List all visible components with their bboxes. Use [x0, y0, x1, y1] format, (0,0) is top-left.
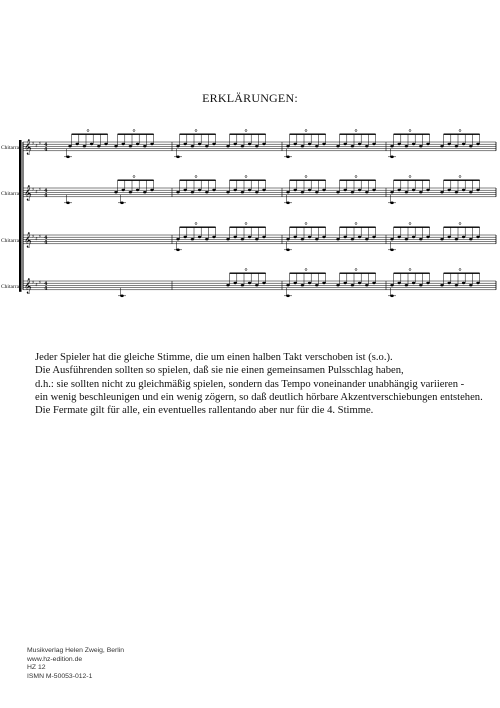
note-beam	[118, 180, 154, 181]
note-head	[462, 236, 465, 238]
note-head	[419, 191, 422, 193]
note-head	[248, 282, 251, 284]
note-head	[262, 236, 265, 238]
harmonic-mark-icon	[355, 130, 357, 132]
note-head	[322, 189, 325, 191]
note-beam	[444, 273, 480, 274]
note-head	[286, 284, 289, 286]
harmonic-mark-icon	[133, 176, 135, 178]
note-head	[308, 236, 311, 238]
explanation-text	[35, 351, 485, 417]
note-head	[241, 191, 244, 193]
note-head	[255, 191, 258, 193]
time-signature: 4	[44, 142, 48, 149]
note-head	[315, 191, 318, 193]
note-head	[129, 145, 132, 147]
note-head	[322, 282, 325, 284]
harmonic-mark-icon	[355, 269, 357, 271]
harmonic-mark-icon	[305, 176, 307, 178]
note-beam	[340, 227, 376, 228]
note-beam	[230, 273, 266, 274]
note-head	[315, 238, 318, 240]
note-head	[212, 189, 215, 191]
instrument-label: Chitarra2	[1, 191, 22, 197]
sharp-icon: ♯	[38, 141, 42, 147]
note-head	[315, 145, 318, 147]
note-beam	[444, 227, 480, 228]
note-head	[344, 282, 347, 284]
note-head	[405, 284, 408, 286]
note-head	[476, 189, 479, 191]
note-head	[419, 284, 422, 286]
note-beam	[230, 227, 266, 228]
system-bracket	[19, 140, 22, 292]
note-head	[351, 145, 354, 147]
harmonic-mark-icon	[409, 269, 411, 271]
note-head	[294, 236, 297, 238]
note-head	[440, 284, 443, 286]
time-signature: 4	[44, 239, 48, 246]
note-head	[234, 236, 237, 238]
note-head	[176, 238, 179, 240]
note-head	[351, 191, 354, 193]
note-beam	[394, 227, 430, 228]
note-head	[262, 189, 265, 191]
note-head	[358, 236, 361, 238]
note-head	[241, 238, 244, 240]
note-head	[365, 191, 368, 193]
note-head	[90, 143, 93, 145]
note-head	[226, 284, 229, 286]
note-head	[262, 143, 265, 145]
treble-clef-icon: 𝄞	[24, 140, 32, 155]
harmonic-mark-icon	[409, 223, 411, 225]
note-head	[336, 145, 339, 147]
note-beam	[180, 227, 216, 228]
note-head	[301, 191, 304, 193]
note-head	[234, 282, 237, 284]
note-head	[136, 189, 139, 191]
note-head	[226, 145, 229, 147]
explanation-line: ein wenig beschleunigen und ein wenig zögern, so daß deutlich hörbare Akzentverschiebungen entstehen.	[35, 391, 483, 403]
score-staves	[1, 130, 496, 298]
note-head	[419, 145, 422, 147]
note-head	[205, 191, 208, 193]
note-head	[358, 143, 361, 145]
note-head	[122, 189, 125, 191]
note-head	[143, 145, 146, 147]
note-head	[398, 236, 401, 238]
note-beam	[290, 227, 326, 228]
note-head	[129, 191, 132, 193]
instrument-label: Chitarra4	[1, 284, 22, 290]
note-beam	[394, 134, 430, 135]
note-head	[176, 191, 179, 193]
note-head	[405, 145, 408, 147]
explanation-line: d.h.: sie sollten nicht zu gleichmäßig spielen, sondern das Tempo voneinander unabhängig variieren -	[35, 378, 465, 390]
note-head	[286, 238, 289, 240]
note-head	[351, 284, 354, 286]
note-head	[301, 145, 304, 147]
note-head	[308, 143, 311, 145]
note-head	[294, 143, 297, 145]
note-beam	[180, 134, 216, 135]
note-head	[469, 145, 472, 147]
publisher-footer	[27, 647, 227, 681]
harmonic-mark-icon	[459, 176, 461, 178]
note-head	[476, 236, 479, 238]
note-beam	[444, 134, 480, 135]
note-head	[344, 189, 347, 191]
note-head	[286, 145, 289, 147]
note-head	[398, 282, 401, 284]
instrument-label: Chitarra1	[1, 145, 22, 151]
note-head	[448, 189, 451, 191]
note-head	[198, 189, 201, 191]
note-head	[191, 238, 194, 240]
note-head	[184, 143, 187, 145]
note-head	[365, 238, 368, 240]
note-head	[419, 238, 422, 240]
note-head	[255, 284, 258, 286]
note-head	[469, 284, 472, 286]
note-head	[150, 143, 153, 145]
note-head	[97, 145, 100, 147]
note-head	[344, 143, 347, 145]
sharp-icon: ♯	[32, 280, 35, 286]
explanation-line: Jeder Spieler hat die gleiche Stimme, die um einen halben Takt verschoben ist (s.o.).	[35, 352, 393, 363]
instrument-label: Chitarra3	[1, 238, 22, 244]
note-beam	[118, 134, 154, 135]
note-head	[322, 236, 325, 238]
note-head	[212, 236, 215, 238]
note-head	[462, 189, 465, 191]
note-head	[426, 282, 429, 284]
harmonic-mark-icon	[459, 223, 461, 225]
note-head	[308, 282, 311, 284]
harmonic-mark-icon	[305, 223, 307, 225]
note-beam	[230, 134, 266, 135]
note-head	[372, 236, 375, 238]
note-head	[405, 238, 408, 240]
publisher-name: Musikverlag Helen Zweig, Berlin	[27, 647, 125, 654]
note-head	[336, 284, 339, 286]
harmonic-mark-icon	[245, 176, 247, 178]
note-head	[198, 236, 201, 238]
harmonic-mark-icon	[245, 130, 247, 132]
note-head	[308, 189, 311, 191]
time-signature: 4	[44, 146, 48, 153]
note-head	[136, 143, 139, 145]
note-head	[476, 282, 479, 284]
note-head	[412, 143, 415, 145]
note-beam	[290, 134, 326, 135]
note-head	[205, 145, 208, 147]
note-head	[122, 143, 125, 145]
note-head	[248, 143, 251, 145]
note-head	[198, 143, 201, 145]
note-head	[336, 238, 339, 240]
note-head	[248, 189, 251, 191]
note-head	[365, 284, 368, 286]
note-head	[358, 282, 361, 284]
note-head	[462, 282, 465, 284]
note-beam	[180, 180, 216, 181]
note-beam	[290, 180, 326, 181]
note-head	[301, 238, 304, 240]
note-head	[372, 282, 375, 284]
note-beam	[72, 134, 108, 135]
harmonic-mark-icon	[195, 176, 197, 178]
note-head	[440, 145, 443, 147]
harmonic-mark-icon	[409, 130, 411, 132]
note-head	[426, 143, 429, 145]
note-head	[426, 236, 429, 238]
note-head	[294, 189, 297, 191]
note-head	[469, 238, 472, 240]
note-head	[262, 282, 265, 284]
note-head	[191, 191, 194, 193]
note-head	[226, 238, 229, 240]
harmonic-mark-icon	[305, 269, 307, 271]
explanation-line: Die Ausführenden sollten so spielen, daß sie nie einen gemeinsamen Pulsschlag haben,	[35, 365, 404, 377]
note-head	[440, 238, 443, 240]
harmonic-mark-icon	[245, 269, 247, 271]
note-head	[143, 191, 146, 193]
note-head	[469, 191, 472, 193]
note-head	[398, 143, 401, 145]
page-title: ERKLÄRUNGEN:	[202, 91, 298, 105]
note-head	[448, 236, 451, 238]
note-head	[322, 143, 325, 145]
note-head	[405, 191, 408, 193]
treble-clef-icon: 𝄞	[24, 233, 32, 248]
note-head	[176, 145, 179, 147]
note-head	[234, 189, 237, 191]
note-head	[390, 284, 393, 286]
note-head	[294, 282, 297, 284]
note-head	[184, 236, 187, 238]
note-beam	[394, 273, 430, 274]
sharp-icon: ♯	[32, 234, 35, 240]
note-head	[448, 282, 451, 284]
harmonic-mark-icon	[459, 130, 461, 132]
note-head	[390, 145, 393, 147]
note-beam	[230, 180, 266, 181]
music-score	[0, 125, 500, 305]
note-head	[455, 191, 458, 193]
note-head	[365, 145, 368, 147]
note-head	[462, 143, 465, 145]
time-signature: 4	[44, 281, 48, 288]
note-beam	[340, 180, 376, 181]
note-head	[398, 189, 401, 191]
harmonic-mark-icon	[355, 223, 357, 225]
time-signature: 4	[44, 285, 48, 292]
note-beam	[340, 273, 376, 274]
harmonic-mark-icon	[195, 130, 197, 132]
note-head	[351, 238, 354, 240]
note-head	[344, 236, 347, 238]
note-head	[412, 189, 415, 191]
note-head	[104, 143, 107, 145]
note-head	[448, 143, 451, 145]
note-head	[390, 238, 393, 240]
note-head	[426, 189, 429, 191]
note-head	[255, 145, 258, 147]
note-head	[358, 189, 361, 191]
sharp-icon: ♯	[38, 234, 42, 240]
note-head	[315, 284, 318, 286]
note-head	[336, 191, 339, 193]
note-head	[372, 143, 375, 145]
sharp-icon: ♯	[32, 141, 35, 147]
note-head	[68, 145, 71, 147]
note-head	[476, 143, 479, 145]
harmonic-mark-icon	[195, 223, 197, 225]
sharp-icon: ♯	[38, 280, 42, 286]
note-head	[301, 284, 304, 286]
note-head	[412, 282, 415, 284]
note-head	[286, 191, 289, 193]
harmonic-mark-icon	[409, 176, 411, 178]
note-head	[390, 191, 393, 193]
note-head	[248, 236, 251, 238]
treble-clef-icon: 𝄞	[24, 279, 32, 294]
sharp-icon: ♯	[35, 189, 38, 196]
harmonic-mark-icon	[87, 130, 89, 132]
sharp-icon: ♯	[38, 187, 42, 193]
ismn-number: ISMN M-50053-012-1	[27, 672, 93, 680]
sharp-icon: ♯	[35, 282, 38, 289]
note-head	[241, 284, 244, 286]
note-head	[76, 143, 79, 145]
note-head	[455, 284, 458, 286]
note-head	[114, 191, 117, 193]
harmonic-mark-icon	[459, 269, 461, 271]
note-head	[212, 143, 215, 145]
explanation-line: Die Fermate gilt für alle, ein eventuelles rallentando aber nur für die 4. Stimme.	[35, 405, 374, 417]
harmonic-mark-icon	[355, 176, 357, 178]
harmonic-mark-icon	[133, 130, 135, 132]
note-head	[191, 145, 194, 147]
note-head	[255, 238, 258, 240]
note-head	[455, 238, 458, 240]
note-beam	[394, 180, 430, 181]
note-beam	[340, 134, 376, 135]
harmonic-mark-icon	[305, 130, 307, 132]
note-beam	[444, 180, 480, 181]
note-head	[150, 189, 153, 191]
note-beam	[290, 273, 326, 274]
note-head	[372, 189, 375, 191]
note-head	[83, 145, 86, 147]
sharp-icon: ♯	[35, 143, 38, 150]
note-head	[412, 236, 415, 238]
sharp-icon: ♯	[35, 236, 38, 243]
note-head	[184, 189, 187, 191]
note-head	[241, 145, 244, 147]
sharp-icon: ♯	[32, 187, 35, 193]
note-head	[234, 143, 237, 145]
publisher-website: www.hz-edition.de	[27, 655, 83, 663]
time-signature: 4	[44, 235, 48, 242]
time-signature: 4	[44, 188, 48, 195]
catalog-number: HZ 12	[27, 664, 46, 671]
note-head	[114, 145, 117, 147]
treble-clef-icon: 𝄞	[24, 186, 32, 201]
note-head	[455, 145, 458, 147]
harmonic-mark-icon	[245, 223, 247, 225]
note-head	[226, 191, 229, 193]
note-head	[205, 238, 208, 240]
time-signature: 4	[44, 192, 48, 199]
note-head	[440, 191, 443, 193]
